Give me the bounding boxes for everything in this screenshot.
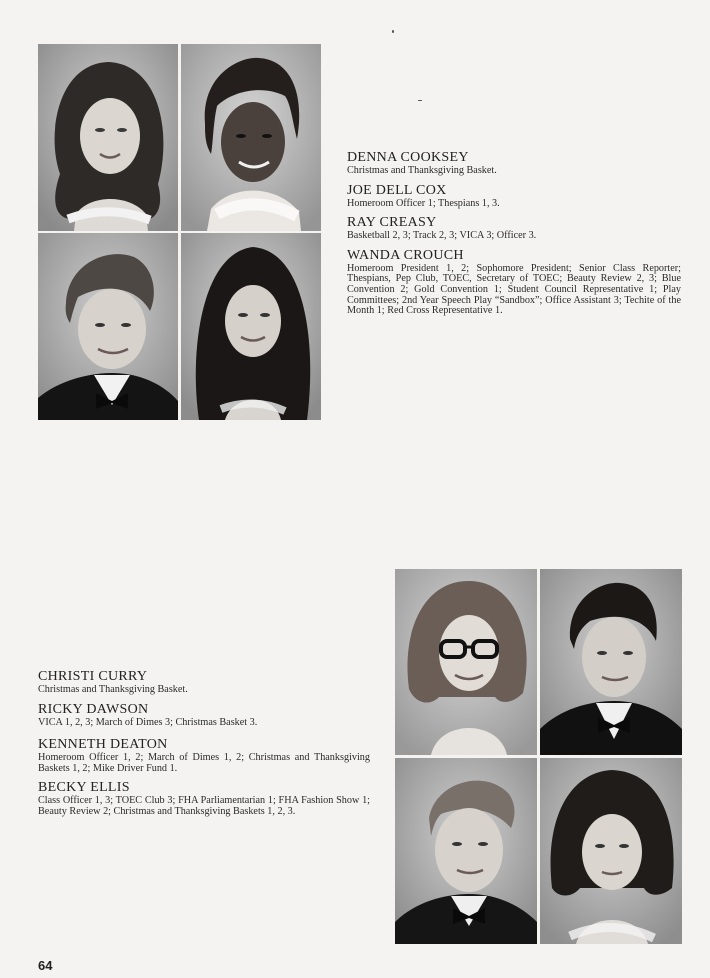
student-activities: Homeroom Officer 1, 2; March of Dimes 1, 2; Christmas and Thanksgiving Baskets 1, 2; Mike Driver Fund 1.	[38, 752, 370, 774]
page-number: 64	[38, 958, 53, 973]
bio-entry	[347, 183, 681, 210]
bio-entry	[347, 248, 681, 317]
student-name: WANDA CROUCH	[347, 247, 464, 263]
portrait-christi-curry	[395, 569, 537, 755]
student-activities: Basketball 2, 3; Track 2, 3; VICA 3; Officer 3.	[347, 230, 537, 242]
bio-entry	[347, 215, 681, 242]
bio-entry	[38, 669, 370, 696]
student-name: BECKY ELLIS	[38, 780, 130, 796]
student-name: CHRISTI CURRY	[38, 669, 148, 684]
student-activities: VICA 1, 2, 3; March of Dimes 3; Christmas Basket 3.	[38, 716, 258, 728]
portrait-kenneth-deaton	[395, 758, 537, 944]
student-name: RICKY DAWSON	[38, 701, 149, 717]
student-activities: Christmas and Thanksgiving Basket.	[347, 165, 497, 176]
print-speck	[392, 30, 394, 33]
student-name: DENNA COOKSEY	[347, 150, 469, 165]
student-activities: Class Officer 1, 3; TOEC Club 3; FHA Parliamentarian 1; FHA Fashion Show 1; Beauty Review 2; Christmas and Thanksgiving Baskets 1, 2, 3.	[38, 795, 370, 817]
portrait-ricky-dawson	[540, 569, 682, 755]
student-activities: Christmas and Thanksgiving Basket.	[38, 684, 188, 695]
bio-entry	[347, 150, 681, 177]
student-name: RAY CREASY	[347, 215, 437, 231]
student-activities: Homeroom Officer 1; Thespians 1, 3.	[347, 197, 500, 209]
print-speck	[418, 100, 422, 101]
student-activities: Homeroom President 1, 2; Sophomore President; Senior Class Reporter; Thespians, Pep Club, TOEC, Secretary of TOEC; Beauty Review 2, 3; Blue Convention 2; Gold Convention 1; Student Council Representative 1; Play Committees; 2nd Year Speech Play “Sandbox”; Office Assistant 3; Techite of the Month 1; Red Cross Representative 1.	[347, 262, 681, 317]
student-name: JOE DELL COX	[347, 182, 447, 198]
portrait-joe-dell-cox	[181, 44, 321, 231]
bio-entry	[38, 780, 370, 817]
bio-entry	[38, 702, 370, 729]
bottom-bios	[38, 669, 370, 824]
student-name: KENNETH DEATON	[38, 737, 168, 753]
portrait-denna-cooksey	[38, 44, 178, 231]
portrait-wanda-crouch	[181, 233, 321, 420]
top-bios	[347, 150, 681, 323]
bio-entry	[38, 737, 370, 774]
portrait-ray-creasy	[38, 233, 178, 420]
portrait-becky-ellis	[540, 758, 682, 944]
